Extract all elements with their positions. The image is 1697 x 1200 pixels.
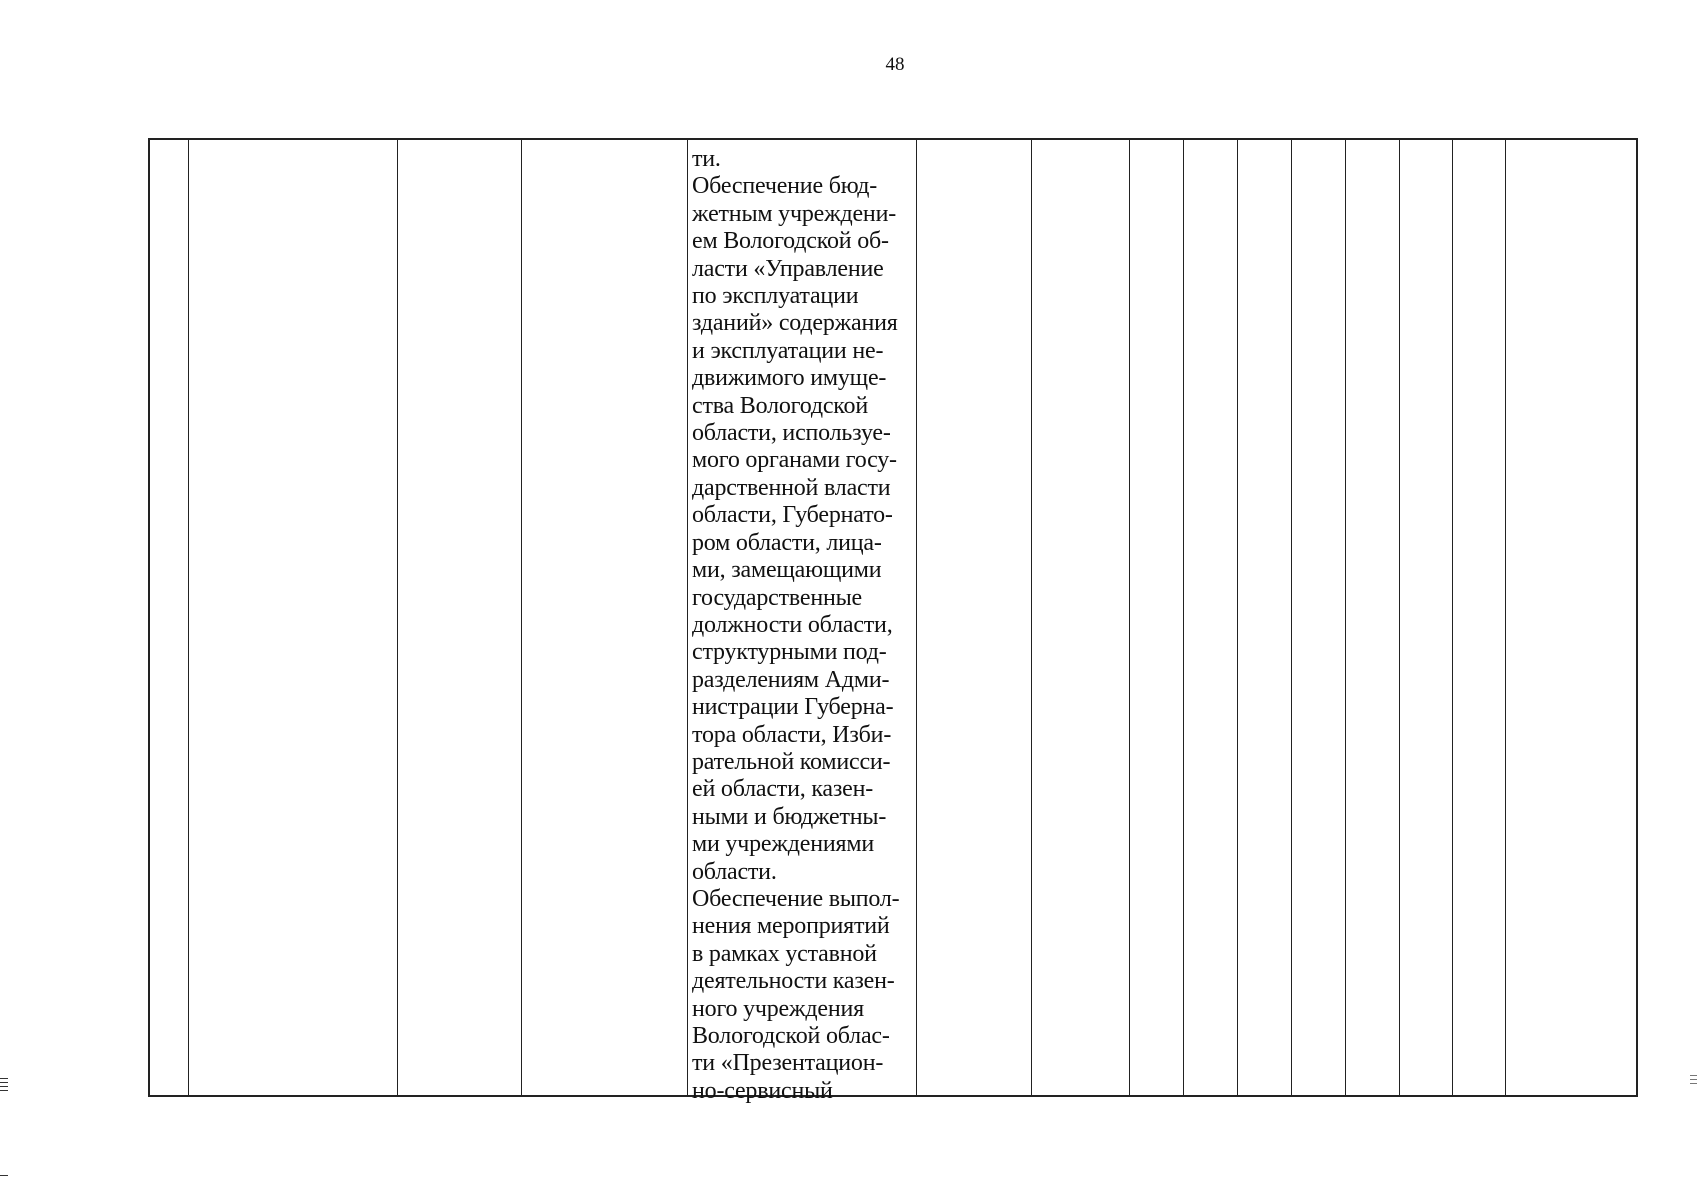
- column-divider: [1237, 140, 1238, 1095]
- column-divider: [521, 140, 522, 1095]
- column-divider: [687, 140, 688, 1095]
- column-divider: [1345, 140, 1346, 1095]
- page-number: 48: [885, 54, 905, 75]
- column-divider: [397, 140, 398, 1095]
- table-cell-text: ти. Обеспечение бюд- жетным учреждени- ем Вологодской об- ласти «Управление по эксплуатации зданий» содержания и эксплуатации не- движимого имуще- ства Вологодской области, используе- мого органами госу- дарственной власти области, Губернато- ром области, лица- ми, замещающими государственные должности области, структурными под- разделениям Адми- нистрации Губерна- тора области, Изби- рательной комисси- ей области, казен- ными и бюджетны- ми учреждениями области. Обеспечение выпол- нения мероприятий в рамках уставной деятельности казен- ного учреждения Вологодской облас- ти «Презентацион- но-сервисный: [692, 146, 900, 1104]
- column-divider: [1291, 140, 1292, 1095]
- scan-artifact: [1690, 1079, 1697, 1080]
- column-divider: [1183, 140, 1184, 1095]
- scan-artifact: [1690, 1075, 1697, 1076]
- column-divider: [1505, 140, 1506, 1095]
- column-divider: [188, 140, 189, 1095]
- column-divider: [1399, 140, 1400, 1095]
- scan-artifact: [0, 1082, 8, 1083]
- scan-artifact: [0, 1175, 8, 1176]
- scan-artifact: [1690, 1083, 1697, 1084]
- document-table: [148, 138, 1638, 1104]
- column-divider: [916, 140, 917, 1095]
- column-divider: [1452, 140, 1453, 1095]
- scan-artifact: [0, 1086, 8, 1087]
- column-divider: [1031, 140, 1032, 1095]
- column-divider: [1129, 140, 1130, 1095]
- scan-artifact: [0, 1090, 8, 1091]
- scan-artifact: [0, 1078, 8, 1079]
